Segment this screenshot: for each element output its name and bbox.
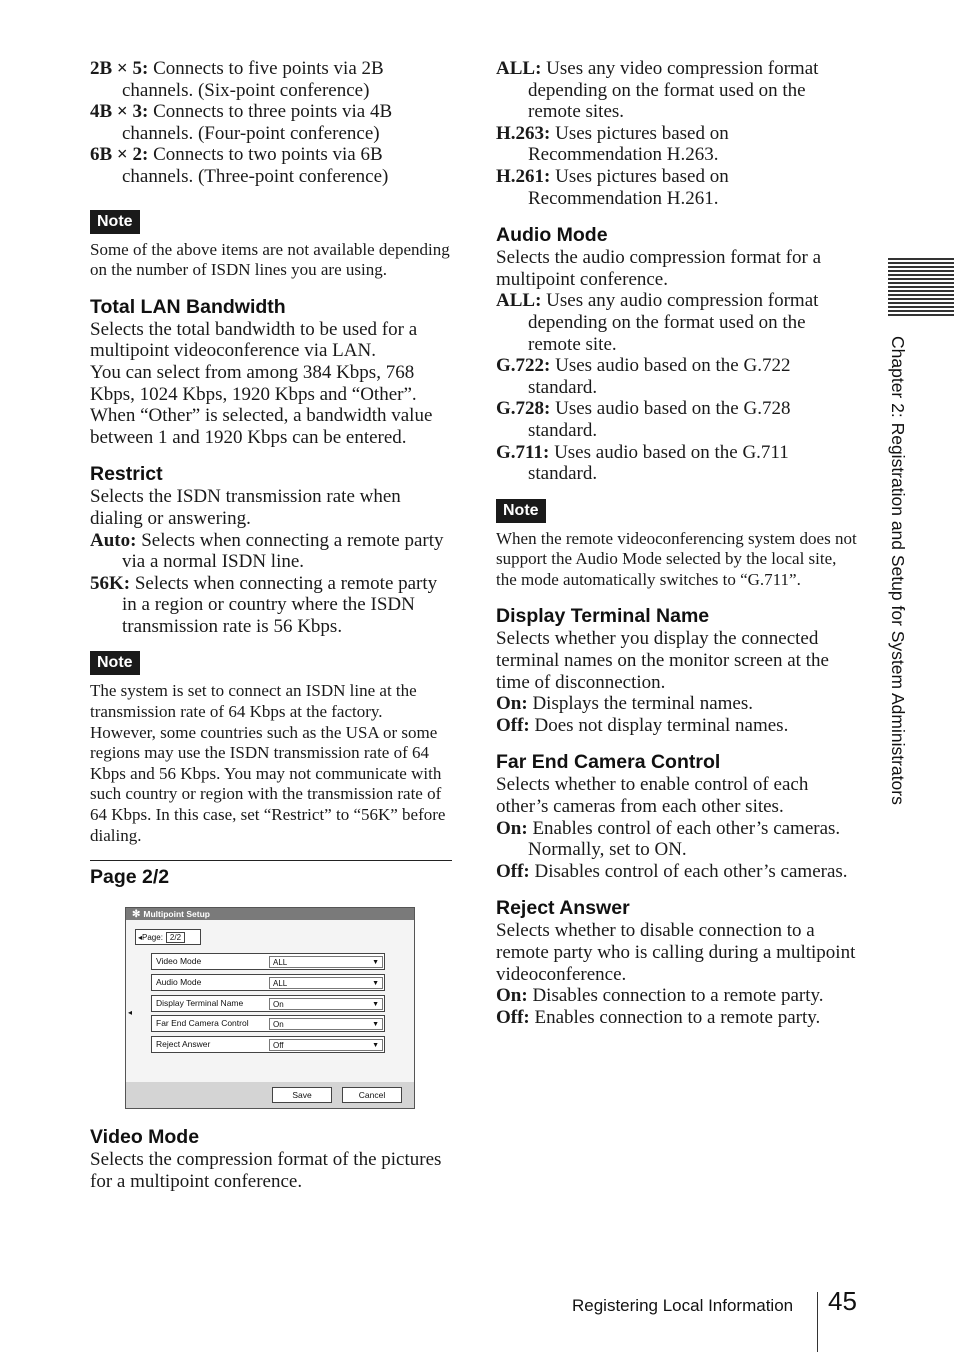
settings-icon: ✻ [132, 909, 141, 921]
display-terminal-name-select[interactable]: On ▼ [269, 998, 383, 1010]
settings-screenshot [125, 907, 415, 1109]
section-heading: Display Terminal Name [496, 605, 710, 628]
page-number: 45 [828, 1286, 857, 1316]
list-item: G.711: Uses audio based on the G.711 standard. [496, 441, 789, 485]
left-arrow-icon: ◂ [138, 933, 143, 943]
page-selector[interactable]: ◂Page: 2/2 [135, 929, 201, 945]
section-heading: Audio Mode [496, 224, 608, 247]
list-item: G.722: Uses audio based on the G.722 standard. [496, 355, 791, 398]
save-button[interactable]: Save [272, 1087, 332, 1103]
note-text: The system is set to connect an ISDN line at the transmission rate of 64 Kbps at the factory. However, some countries such as the USA or some regions may use the ISDN transmission rate of 64 Kbps and 56 Kbps. You may not communicate with such country or region with the transmission rate of 64 Kbps. In this case, set “Restrict” to “56K” before dialing. [90, 681, 446, 845]
list-item: G.728: Uses audio based on the G.728 standard. [496, 398, 791, 441]
left-arrow-icon[interactable]: ◂ [128, 1008, 133, 1018]
left-column [90, 58, 452, 1192]
setting-row-far-end-camera-control: Far End Camera Control On ▼ [151, 1015, 385, 1032]
setting-row-reject-answer: Reject Answer Off ▼ [151, 1036, 385, 1053]
dropdown-arrow-icon: ▼ [372, 1021, 379, 1029]
list-item: On: Enables control of each other’s cameras. Normally, set to ON. [496, 817, 841, 861]
list-item: H.263: Uses pictures based on Recommendation H.263. [496, 122, 729, 166]
chapter-tab-stripes [888, 258, 954, 322]
paragraph: You can select from among 384 Kbps, 768 Kbps, 1024 Kbps, 1920 Kbps and “Other”. When “Other” is selected, a bandwidth value between 1 and 1920 Kbps can be entered. [90, 361, 433, 448]
list-item: 56K: Selects when connecting a remote party in a region or country where the ISDN transmission rate is 56 Kbps. [90, 572, 438, 637]
list-item: Off: Enables connection to a remote party. [496, 1006, 821, 1028]
audio-mode-select[interactable]: ALL ▼ [269, 977, 383, 989]
far-end-camera-control-select[interactable]: On ▼ [269, 1018, 383, 1030]
dropdown-arrow-icon: ▼ [372, 959, 379, 967]
dropdown-arrow-icon: ▼ [372, 980, 379, 988]
list-item: On: Disables connection to a remote party. [496, 985, 824, 1007]
screenshot-footer [126, 1082, 414, 1108]
list-item: On: Displays the terminal names. [496, 693, 753, 715]
list-item: 6B × 2: Connects to two points via 6B channels. (Three-point conference) [90, 144, 389, 187]
screenshot-titlebar: ✻ Multipoint Setup [126, 908, 414, 920]
paragraph: Selects whether to enable control of each other’s cameras from each other sites. [496, 774, 809, 818]
note-badge: Note [90, 651, 140, 675]
setting-row-display-terminal-name: Display Terminal Name On ▼ [151, 995, 385, 1012]
section-heading: Total LAN Bandwidth [90, 295, 286, 318]
footer-section-label: Registering Local Information [572, 1296, 794, 1315]
list-item: ALL: Uses any audio compression format depending on the format used on the remote site. [496, 290, 819, 355]
section-heading: Reject Answer [496, 897, 630, 920]
right-column [496, 58, 858, 1028]
dropdown-arrow-icon: ▼ [372, 1001, 379, 1009]
list-item: H.261: Uses pictures based on Recommendation H.261. [496, 165, 729, 209]
chapter-side-label: Chapter 2: Registration and Setup for System Administrators [888, 336, 908, 805]
cancel-button[interactable]: Cancel [342, 1087, 402, 1103]
list-item: 2B × 5: Connects to five points via 2B channels. (Six-point conference) [90, 58, 384, 101]
section-heading: Restrict [90, 463, 163, 486]
note-badge: Note [90, 210, 140, 234]
section-heading: Far End Camera Control [496, 751, 721, 774]
note-text: Some of the above items are not available depending on the number of ISDN lines you are using. [90, 239, 450, 280]
note-badge: Note [496, 499, 546, 523]
dropdown-arrow-icon: ▼ [372, 1042, 379, 1050]
section-heading: Video Mode [90, 1126, 200, 1149]
list-item: Off: Disables control of each other’s cameras. [496, 860, 848, 882]
footer-divider [817, 1292, 818, 1352]
list-item: Auto: Selects when connecting a remote party via a normal ISDN line. [90, 529, 444, 573]
paragraph: Selects whether you display the connected terminal names on the monitor screen at the time of disconnection. [496, 628, 829, 693]
list-item: ALL: Uses any video compression format depending on the format used on the remote sites. [496, 58, 819, 123]
setting-row-audio-mode: Audio Mode ALL ▼ [151, 974, 385, 991]
setting-row-video-mode: Video Mode ALL ▼ [151, 953, 385, 970]
note-text: When the remote videoconferencing system does not support the Audio Mode selected by the local site, the mode automatically switches to “G.711”. [496, 528, 857, 589]
list-item: Off: Does not display terminal names. [496, 714, 789, 736]
paragraph: Selects the ISDN transmission rate when dialing or answering. [90, 486, 401, 529]
video-mode-select[interactable]: ALL ▼ [269, 956, 383, 968]
list-item: 4B × 3: Connects to three points via 4B channels. (Four-point conference) [90, 101, 393, 144]
paragraph: Selects the compression format of the pictures for a multipoint conference. [90, 1149, 442, 1192]
paragraph: Selects the audio compression format for a multipoint conference. [496, 247, 822, 290]
paragraph: Selects the total bandwidth to be used for a multipoint videoconference via LAN. [90, 318, 418, 362]
section-heading: Page 2/2 [90, 866, 170, 889]
reject-answer-select[interactable]: Off ▼ [269, 1039, 383, 1051]
paragraph: Selects whether to disable connection to a remote party who is calling during a multipoint videoconference. [496, 920, 856, 985]
